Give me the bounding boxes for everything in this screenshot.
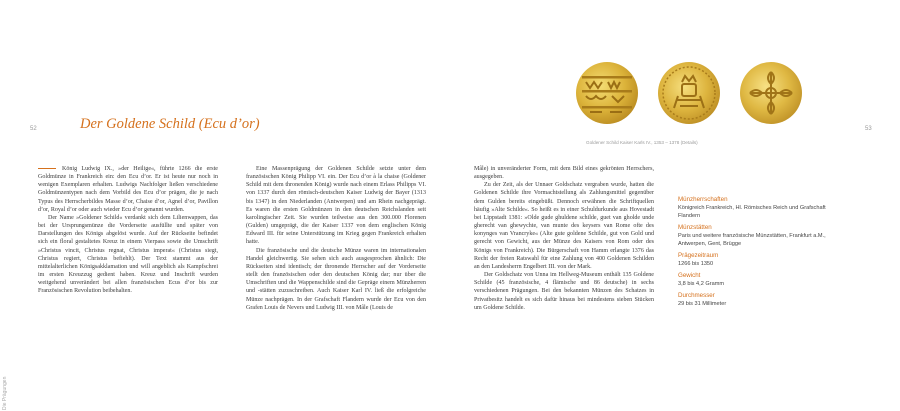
fact-label: Münzherrschaften — [678, 196, 728, 203]
accent-dash — [38, 168, 56, 169]
coin-2-detail — [658, 62, 720, 124]
coin-3-detail — [740, 62, 802, 124]
fact-value: 29 bis 31 Millimeter — [678, 301, 727, 307]
paragraph: Der Name »Goldener Schild« verdankt sich dem Lilienwappen, das bei der Ursprungsmünze die Vorderseite ausfüllte und später von Darstellungen des Königs abgelöst wurde. Auf der Rückseite befindet sich ein floral gestaltetes Kreuz in einem Vierpass sowie die Umschrift »Christus vincit, Christus regnat, Christus imperat« (Christus siegt, Christus regiert, Christus befiehlt). Der Text stammt aus der mittelalterlichen Königsakklamation und will angeblich als Kampfschrei im ersten Kreuzzug gedient haben. Kreuz und Inschrift wurden weitgehend unverändert bei allen französischen Ecus d’or bis zur Französischen Revolution beibehalten. — [38, 214, 218, 295]
coin-facts-sidebar — [678, 195, 828, 311]
fact-label: Durchmesser — [678, 292, 715, 299]
paragraph: Eine Massenprägung der Goldenen Schilde setzte unter dem französischen König Philipp VI. ein. Der Ecu d’or à la chaise (Goldener Schild mit dem thronenden König) wurde nach einem Erlass Philipps VI. von 1337 durch den römisch-deutschen Kaiser Ludwig der Bayer (1313 bis 1347) in den Niederlanden (Antwerpen) und am Rhein nachgeprägt. Es waren die ersten Goldmünzen in den deutschen Reichslanden seit karolingischer Zeit. Sie wurden teilweise aus den 300.000 Florenen (Gulden) umgeprägt, die der Kaiser 1337 von dem englischen König Edward III. für seine Unterstützung im Krieg gegen Frankreich erhalten hatte. — [246, 166, 426, 246]
paragraph: Der Goldschatz von Unna im Hellweg-Museum enthält 135 Goldene Schilde (45 französische, 4 flämische und 86 deutsche) in sechs verschiedenen Prägungen. Bei den bekannten Münzen des Schatzes in Privatbesitz handelt es sich dafür hinaus bei mindestens sieben Stücken um Goldene Schilde. — [474, 272, 654, 311]
paragraph-text: König Ludwig IX., »der Heilige«, führte 1266 die erste Goldmünze in Frankreich ein: den Ecu d’or. Er ist heute nur noch in wenigen Exemplaren erhalten. Ludwigs Nachfolger ließen verschiedene Goldmünzentypen nach dem Vorbild des Ecu d’or prägen, die je nach Typus des Herrscherbildes Masse d’or, Chaise d’or, Agnel d’or, Pavillon d’or, Royal d’or oder auch wieder Ecu d’or genannt wurden. — [38, 166, 218, 213]
left-page-number: 52 — [30, 126, 37, 132]
text-column-2 — [246, 165, 426, 312]
paragraph: Die französische und die deutsche Münze waren im internationalen Handel gleichwertig. Sie sehen sich auch ausgesprochen ähnlich: Die Rückseiten sind identisch; der thronende Herrscher auf der Vorderseite stellt den französischen oder den deutschen König dar; nur über die Umschriften und die Wappenschilde sind die Gepräge einem Münzherren und -stätten zuzuschreiben. Auch Kaiser Karl IV. ließ die erfolgreiche Münze nachprägen. In der Grafschaft Flandern wurde der Ecu von den Grafen Louis de Nevers und Ludwig III. von Mâle (Louis de — [246, 247, 426, 311]
paragraph — [38, 165, 218, 214]
coin-1-detail — [576, 62, 638, 124]
paragraph: Mâle) in unveränderter Form, mit dem Bild eines gekrönten Herrschers, ausgegeben. — [474, 166, 654, 181]
coin-image-1 — [576, 62, 638, 124]
running-head — [2, 330, 10, 410]
right-page-number: 53 — [865, 126, 872, 132]
fact-value: Königreich Frankreich, Hl. Römisches Reich und Grafschaft Flandern — [678, 205, 826, 219]
fact-value: 1266 bis 1350 — [678, 261, 714, 267]
fact-value: 3,8 bis 4,2 Gramm — [678, 281, 725, 287]
chapter-title: Der Goldene Schild (Ecu d’or) — [80, 116, 260, 132]
fact-value: Paris und weitere französische Münzstätten, Frankfurt a.M., Antwerpen, Gent, Brügge — [678, 233, 826, 247]
paragraph: Zu der Zeit, als der Unnaer Goldschatz vergraben wurde, hatten die Goldenen Schilde ihre Vormachtstellung als Zahlungsmittel gegenüber dem Gulden bereits eingebüßt. Dennoch erwähnen die Schriftquellen häufig »Alte Schilde«. So heißt es in einer Schuldurkunde aus Hovestadt bei Lippstadt 1381: »Olde gude ghuldene schilde, guet van gholde unde gherecht van ghewychte, van munte des keysers van Rome ofte des konynges van Vrancryke« (Alte gute goldene Schilde, gut von Gold und gerecht von Gewicht, aus der Münze des Kaisers von Rom oder des Königs von Frankreich). Die Bürgerschaft von Hamm erlangte 1376 das Recht der freien Ratswahl für eine Zahlung von 400 Goldenen Schilden an den Landesherrn Engelbert III. von der Mark. — [474, 182, 654, 270]
fact-label: Münzstätten — [678, 224, 712, 231]
running-head-text: Die Prägungen — [2, 376, 8, 410]
fact-label: Prägezeitraum — [678, 252, 719, 259]
coin-image-3 — [740, 62, 802, 124]
coin-image-2 — [658, 62, 720, 124]
text-column-3 — [474, 165, 654, 312]
image-caption: Goldener Schild Kaiser Karls IV., 1353 – 1378 (Details) — [586, 140, 698, 145]
fact-label: Gewicht — [678, 272, 701, 279]
text-column-1 — [38, 165, 218, 296]
